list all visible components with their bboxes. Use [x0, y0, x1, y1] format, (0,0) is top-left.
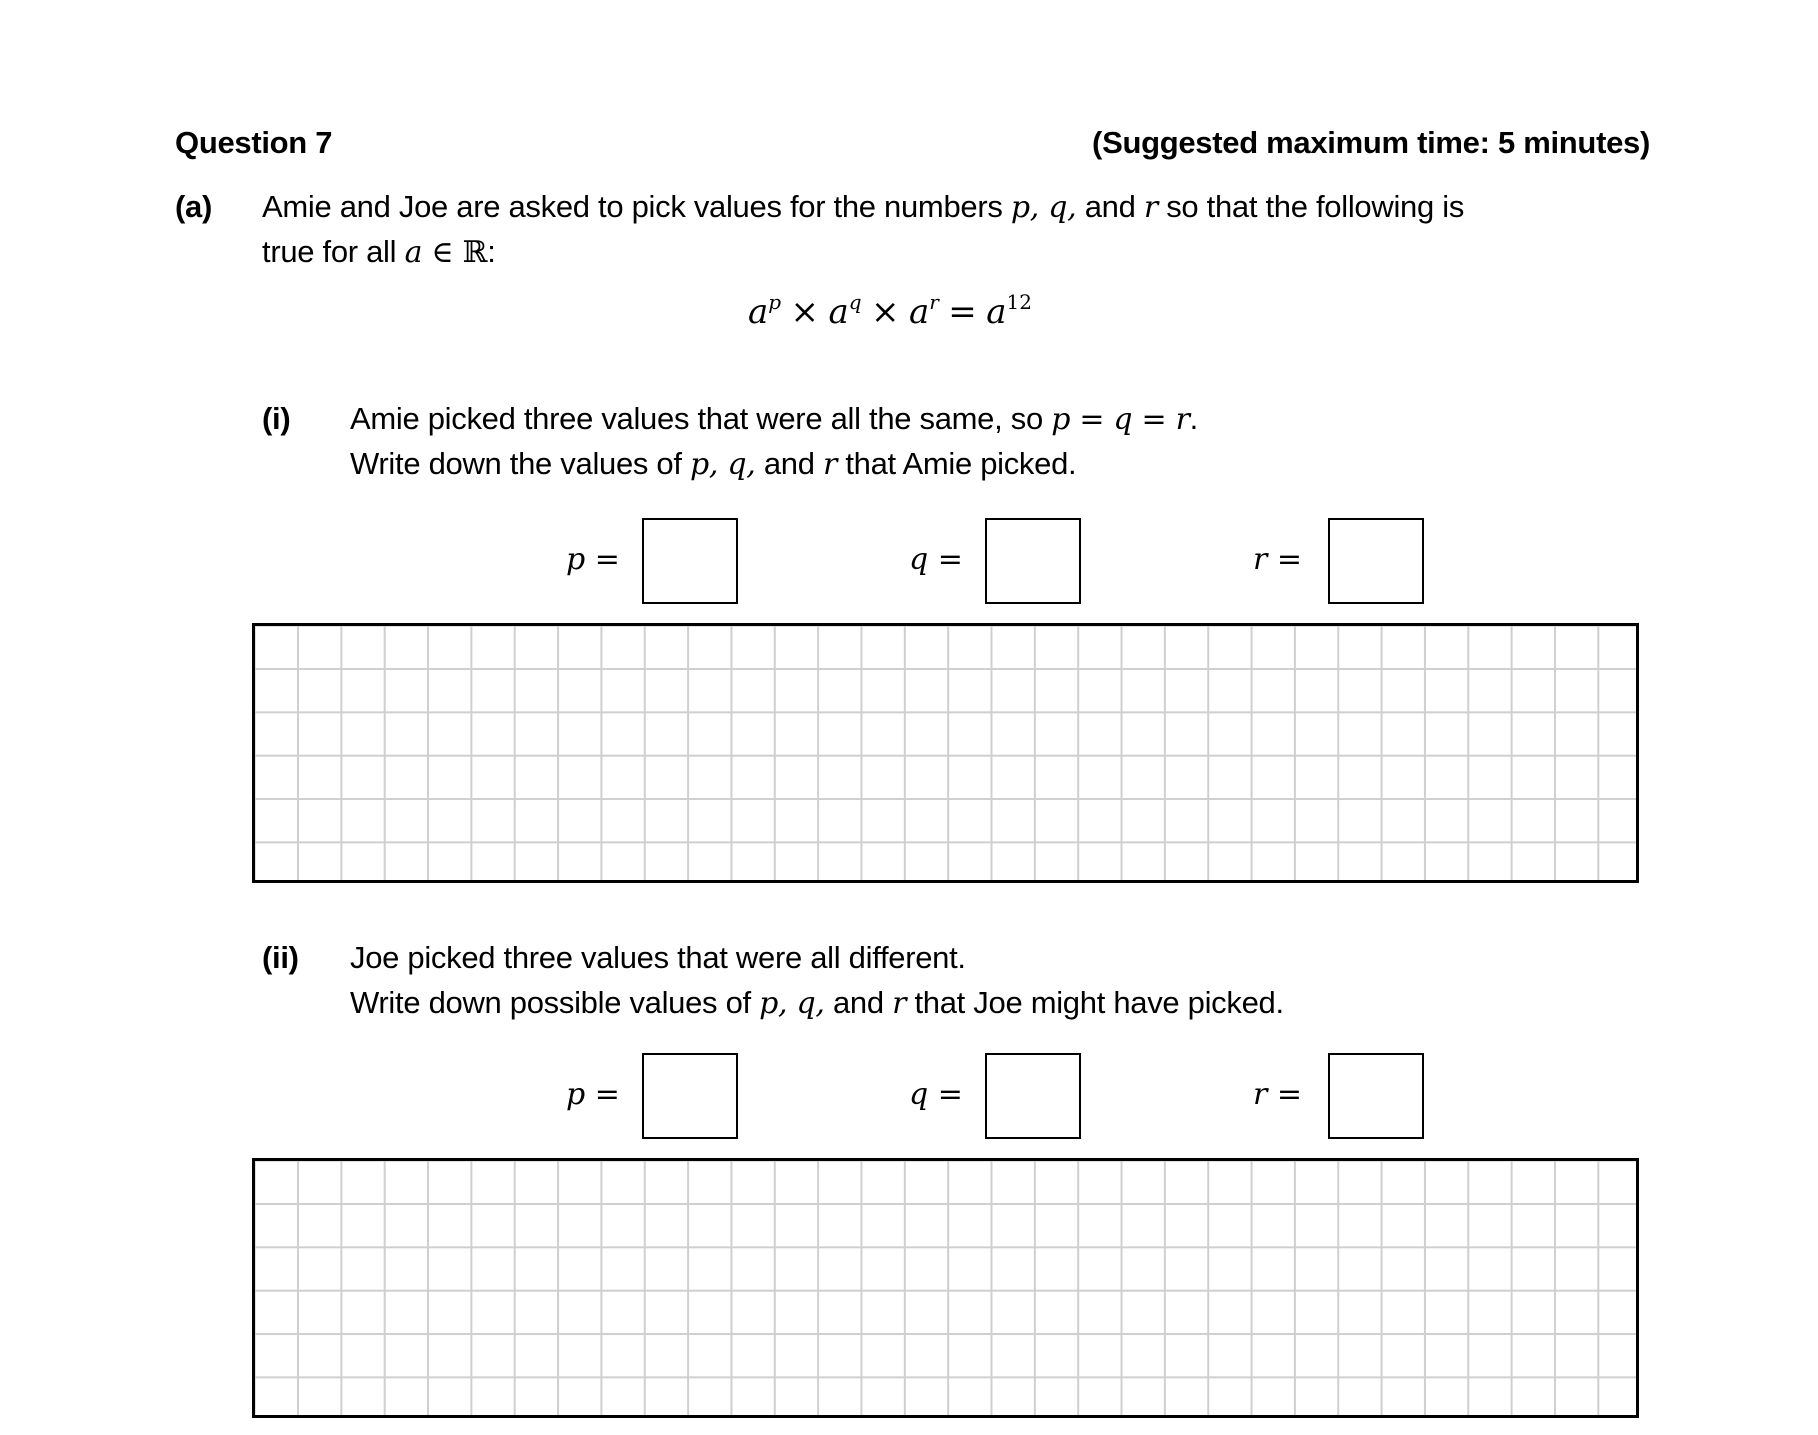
working-grid-part-ii[interactable]: [252, 1158, 1639, 1418]
part-a-label: (a): [175, 189, 212, 224]
eq-equals: =: [948, 292, 977, 332]
intro-text: and: [1076, 189, 1144, 224]
math-var-r: r: [892, 986, 907, 1021]
math-vars: p, q,: [1010, 190, 1077, 225]
part-ii-line2: [350, 984, 1284, 1023]
eq-exp-q: q: [848, 290, 862, 314]
answer-label-q: q =: [909, 542, 963, 577]
answer-label-p: p =: [566, 542, 620, 577]
part-ii-line1: Joe picked three values that were all different.: [350, 940, 966, 975]
part-a-intro-line1: [262, 188, 1464, 227]
answer-box-r[interactable]: [1328, 518, 1424, 604]
eq-exp-result: 12: [1006, 290, 1032, 314]
answer-box-q[interactable]: [985, 1053, 1081, 1139]
math-vars: p, q,: [759, 986, 825, 1021]
part-i-text: and: [755, 446, 823, 481]
answer-label-q: q =: [909, 1077, 963, 1112]
intro-text: :: [487, 234, 496, 269]
eq-exp-r: r: [929, 290, 939, 314]
real-numbers-symbol: ℝ: [462, 235, 488, 270]
part-i-line2: [350, 445, 1076, 484]
eq-times: ×: [790, 292, 820, 332]
answer-label-r: r =: [1253, 542, 1303, 577]
eq-base: a: [909, 292, 930, 332]
part-i-text: that Amie picked.: [837, 446, 1077, 481]
math-equality: p = q = r: [1051, 402, 1190, 437]
math-var-r: r: [1143, 190, 1158, 225]
eq-exp-p: p: [768, 290, 782, 314]
part-a-intro-line2: [262, 233, 496, 272]
math-vars: p, q,: [690, 447, 756, 482]
part-ii-label: (ii): [262, 940, 299, 975]
eq-base: a: [748, 292, 769, 332]
eq-base: a: [986, 292, 1007, 332]
answer-box-p[interactable]: [642, 1053, 738, 1139]
part-ii-text: that Joe might have picked.: [906, 985, 1284, 1020]
intro-text: so that the following is: [1157, 189, 1465, 224]
answer-box-q[interactable]: [985, 518, 1081, 604]
part-i-text: Amie picked three values that were all the same, so: [350, 401, 1052, 436]
exponent-equation: [748, 290, 1032, 334]
element-of-symbol: ∈: [422, 235, 463, 270]
answer-label-p: p =: [566, 1077, 620, 1112]
part-i-text: .: [1189, 401, 1198, 436]
part-i-text: Write down the values of: [350, 446, 690, 481]
answer-label-r: r =: [1253, 1077, 1303, 1112]
part-ii-text: and: [824, 985, 893, 1020]
math-var-a: a: [404, 235, 423, 270]
eq-base: a: [828, 292, 849, 332]
working-grid-part-i[interactable]: [252, 623, 1639, 883]
intro-text: Amie and Joe are asked to pick values for the numbers: [262, 189, 1011, 224]
eq-times: ×: [871, 292, 900, 332]
answer-box-r[interactable]: [1328, 1053, 1424, 1139]
question-title: Question 7: [175, 125, 333, 160]
part-ii-text: Write down possible values of: [350, 985, 760, 1020]
math-var-r: r: [822, 447, 838, 482]
part-i-label: (i): [262, 401, 291, 436]
intro-text: true for all: [262, 234, 405, 269]
part-i-line1: [350, 400, 1198, 439]
suggested-time: (Suggested maximum time: 5 minutes): [1092, 125, 1650, 160]
answer-box-p[interactable]: [642, 518, 738, 604]
